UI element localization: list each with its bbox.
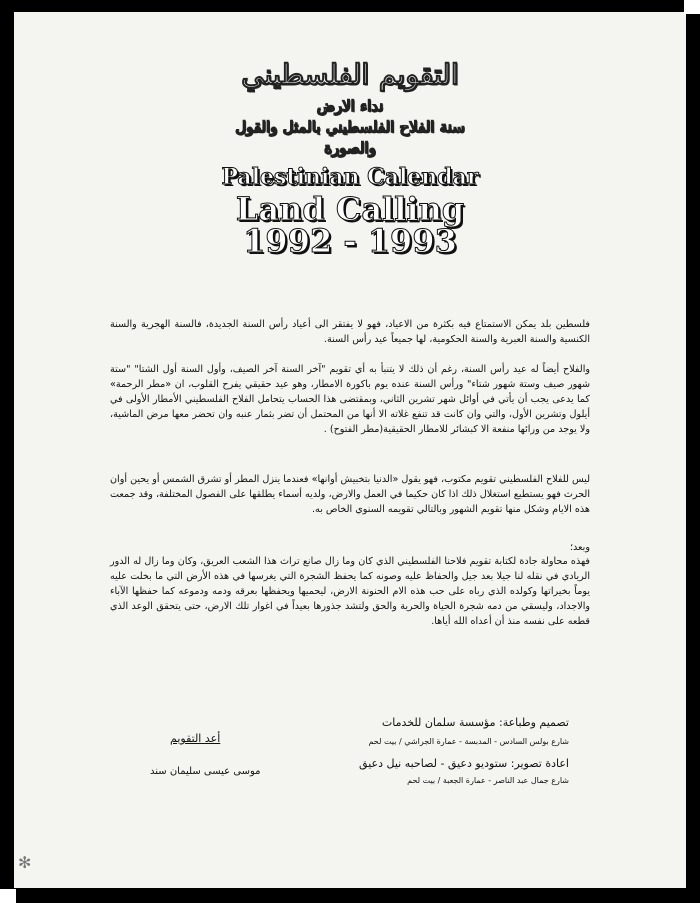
page-corner xyxy=(684,0,700,14)
photography-address: شارع جمال عبد الناصر - عمارة الجعبة / بيت لحم xyxy=(407,776,569,785)
subtitle-farmer-year: سنة الفلاح الفلسطيني بالمثل والقول xyxy=(235,118,465,136)
prepared-by-label: أعد التقويم xyxy=(170,732,221,745)
calendar-title-arabic: التقويم الفلسطيني xyxy=(241,58,459,91)
photography-credit: اعادة تصوير: ستوديو دعيق - لصاحبه نيل دعيق xyxy=(359,757,569,770)
subtitle-land-calling: نداء الارض xyxy=(316,97,384,115)
farmer-calendar-paragraph: ليس للفلاح الفلسطيني تقويم مكتوب، فهو يقول «الدنيا بتخبيش أوانها» فعندما ينزل المطر أو تشرق الشمس أو يحين أوان الحرث فهو يستطيع استغلال ذلك اذا كان حكيما في العمل والارض، ولديه أسماء يطلقها على الفصول المختلفة، وقد جمعت هذه الايام وشكل منها تقويم الشهور وبالتالي تقويمه السنوي الخاص به. xyxy=(110,474,590,515)
author-name: موسى عيسى سليمان سند xyxy=(150,766,261,777)
transition-word: وبعد؛ xyxy=(569,542,590,553)
closing-paragraph: فهذه محاولة جادة لكتابة تقويم فلاحنا الفلسطيني الذي كان وما زال صانع تراث هذا الشعب العريق، وكان وما زال له الدور الريادي في نقله لنا جيلا بعد جيل والحفاظ عليه وصونه كما يحفظ الشجرة التي يغرسها في هذه الأرض التي ما بخلت عليه يوماً بخيراتها وكولده الذي رباه على حب هذه الام الحنونة الارض، ليحميها ويحفظها بعرقه ودمه ودموعه كما حفظها الآباء والاجداد، وليسقي من دمه شجرة الحياة والحرية والحق ولتشد جذورها بعيداً في اغوار تلك الارض، حتى يتحقق الوعد الذي قطعه على نفسه منذ أن أعداه الله أياها. xyxy=(110,556,590,627)
subtitle-image: والصورة xyxy=(324,139,376,157)
calendar-title-english: Palestinian Calendar xyxy=(221,164,479,190)
calendar-years: 1992 - 1993 xyxy=(243,222,457,260)
farmer-new-year-paragraph: والفلاح أيضاً له عيد رأس السنة، رغم أن ذلك لا يتنبأ به أي تقويم "آخر السنة آخر الصيف، وأول السنة أول الشتا" "ستة شهور صيف وستة شهور شتاء" ورأس السنة عنده يوم باكورة الامطار، وهو عيد حقيقي يفرح القلوب، ان «مطر الرحمة» كما يدعى يجب أن يأتي في أوائل شهر تشرين الثاني، وبمقتضى هذا الحساب يتحامل الفلاح الفلسطيني الأمطار الأولى في أيلول وتشرين الأول، والتي وان كانت قد تنفع غلاته الا أنها من المحتمل أن تضر بثمار عنبه وان تحضر معها مرض الماشية، ولا يوجد من ورائها منفعة الا كبشائر للامطار الحقيقية(مطر الفتوح) . xyxy=(110,364,590,435)
page-corner-bottom xyxy=(0,889,16,903)
intro-paragraph: فلسطين بلد يمكن الاستمتاع فيه بكثرة من الاعياد، فهو لا يفتقر الى أعياد رأس السنة الجديدة، فالسنة الهجرية والسنة الكنسية والسنة العبرية والسنة الحكومية، لها جميعاً عيد رأس السنة. xyxy=(110,319,590,345)
design-print-address: شارع بولس السادس - المدبسة - عمارة الجراشي / بيت لحم xyxy=(368,737,569,746)
margin-scribble-icon: ✻ xyxy=(18,853,32,872)
design-print-credit: تصميم وطباعة: مؤسسة سلمان للخدمات xyxy=(381,716,569,729)
land-calling-title: Land Calling xyxy=(235,190,465,228)
